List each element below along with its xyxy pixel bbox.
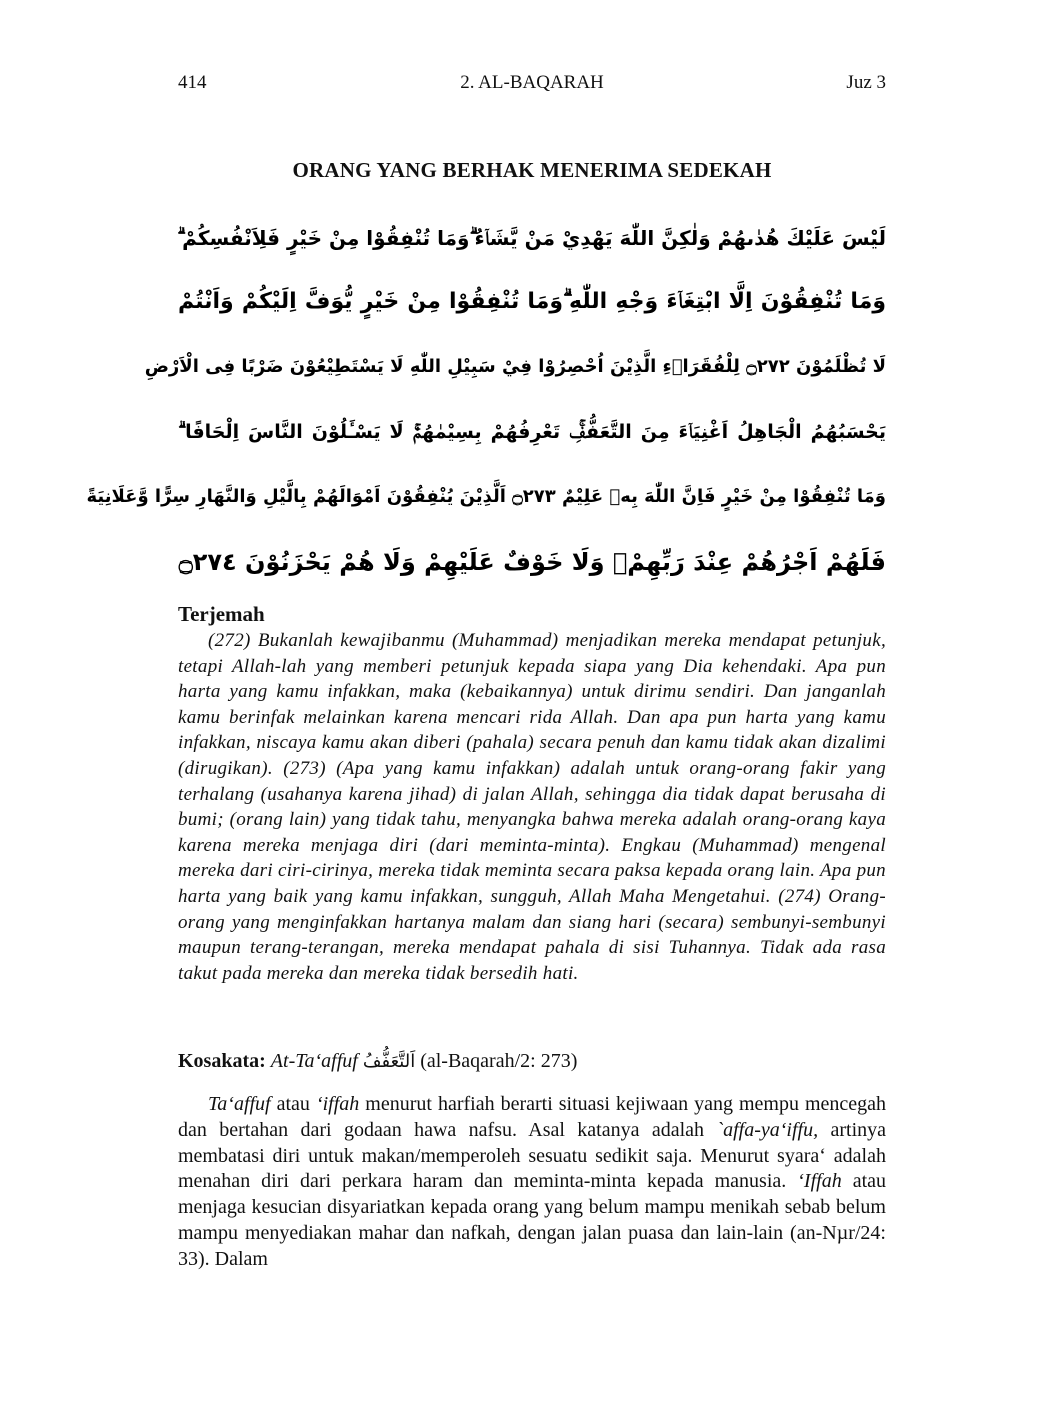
term-affa-yaiffu: `affa-ya‘iffu, [716,1118,819,1141]
arabic-verse-line: وَمَا تُنْفِقُوْا مِنْ خَيْرٍ فَاِنَّ اللّٰهَ بِهٖ عَلِيْمٌ ۝٢٧٣ اَلَّذِيْنَ يُنْفِقُوْنَ اَمْوَالَهُمْ بِالَّيْلِ وَالنَّهَارِ سِرًّا وَّعَلَانِيَةً [86,486,886,507]
translation-text [178,628,886,986]
section-title: ORANG YANG BERHAK MENERIMA SEDEKAH [292,158,772,182]
arabic-verse-line: فَلَهُمْ اَجْرُهُمْ عِنْدَ رَبِّهِمْۚ وَلَا خَوْفٌ عَلَيْهِمْ وَلَا هُمْ يَحْزَنُوْنَ ۝٢٧٤ [178,548,886,576]
body-paragraph [178,1092,886,1273]
arabic-verse-line: يَحْسَبُهُمُ الْجَاهِلُ اَغْنِيَاۤءَ مِنَ التَّعَفُّفِۚ تَعْرِفُهُمْ بِسِيْمٰهُمْۚ لَا يَسْـَٔلُوْنَ النَّاسَ اِلْحَافًا ۗ [178,421,886,443]
arabic-verse-line: لَا تُظْلَمُوْنَ ۝٢٧٢ لِلْفُقَرَاۤءِ الَّذِيْنَ اُحْصِرُوْا فِيْ سَبِيْلِ اللّٰهِ لَا يَسْتَطِيْعُوْنَ ضَرْبًا فِى الْاَرْضِ [144,356,886,377]
vocabulary-entry [178,1047,886,1076]
translation-paragraph: (272) Bukanlah kewajibanmu (Muhammad) menjadikan mereka mendapat petunjuk, tetapi Allah-lah yang memberi petunjuk kepada siapa yang Dia kehendaki. Apa pun harta yang kamu infakkan, maka (kebaikannya) untuk dirimu sendiri. Dan janganlah kamu berinfak melainkan karena mencari rida Allah. Dan apa pun harta yang kamu infakkan, niscaya kamu akan diberi (pahala) secara penuh dan kamu tidak akan dizalimi (dirugikan). (273) (Apa yang kamu infakkan) adalah untuk orang-orang fakir yang terhalang (usahanya karena jihad) di jalan Allah, sehingga dia tidak dapat berusaha di bumi; (orang lain) yang tidak tahu, menyangka bahwa mereka adalah orang-orang kaya karena mereka menjaga diri (dari meminta-minta). Engkau (Muhammad) mengenal mereka dari ciri-cirinya, mereka tidak meminta secara paksa kepada orang lain. Apa pun harta yang baik yang kamu infakkan, sungguh, Allah Maha Mengetahui. (274) Orang-orang yang menginfakkan hartanya malam dan siang hari (secara) sembunyi-sembunyi maupun terang-terangan, mereka mendapat pahala di sisi Tuhannya. Tidak ada rasa takut pada mereka dan mereka tidak bersedih hati. [178,630,886,984]
translation-heading: Terjemah [178,602,265,626]
page-header [178,72,886,102]
term-taaffuf: Ta‘affuf [208,1093,271,1115]
term-iffah-2: ‘Iffah [797,1170,842,1193]
vocabulary-arabic: اَلتَّعَفُّفُ [362,1051,416,1072]
surah-name: 2. AL-BAQARAH [460,72,604,93]
vocabulary-term: At-Ta‘affuf [270,1050,358,1072]
body-text-run: artinya membatasi diri untuk makan/memperoleh sesuatu sedikit saja. Menurut syara‘ adalah menahan diri dari perkara haram dan meminta-minta kepada manusia. [178,1118,887,1193]
term-iffah: ‘iffah [315,1093,360,1115]
juz-label: Juz 3 [846,72,886,93]
vocabulary-label: Kosakata: [178,1050,266,1072]
page-number: 414 [178,72,207,93]
body-text [178,1092,886,1273]
arabic-verse-block [86,208,886,594]
arabic-verse-line: وَمَا تُنْفِقُوْنَ اِلَّا ابْتِغَاۤءَ وَجْهِ اللّٰهِ ۗوَمَا تُنْفِقُوْا مِنْ خَيْرٍ يُّوَفَّ اِلَيْكُمْ وَاَنْتُمْ [178,289,886,314]
arabic-verse-line: لَيْسَ عَلَيْكَ هُدٰىهُمْ وَلٰكِنَّ اللّٰهَ يَهْدِيْ مَنْ يَّشَاۤءُ ۗوَمَا تُنْفِقُوْا مِنْ خَيْرٍ فَلِاَنْفُسِكُمْ ۗ [177,226,886,250]
body-text-run: menurut harfiah berarti situasi kejiwaan yang mempu mencegah dan bertahan dari godaan hawa nafsu. Asal katanya adalah [178,1093,887,1141]
body-text-run: atau [270,1093,316,1115]
body-text-run: atau menjaga kesucian disyariatkan kepada orang yang belum mampu menikah sebab belum mampu menyediakan mahar dan nafkah, dengan jalan puasa dan lain-lain (an-Nµr/24: 33). Dalam [178,1170,887,1270]
vocabulary-reference: (al-Baqarah/2: 273) [420,1050,578,1072]
